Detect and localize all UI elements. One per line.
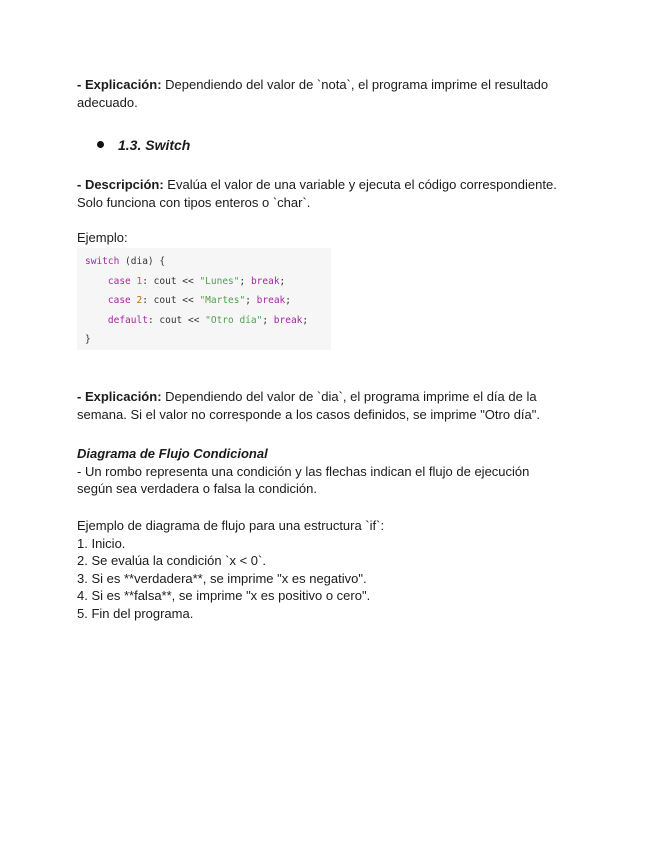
flowchart-section (77, 445, 567, 498)
code-keyword: case (107, 295, 131, 306)
flowchart-description: - Un rombo representa una condición y las flechas indican el flujo de ejecución según sea verdadera o falsa la condición. (77, 463, 530, 496)
example-label: Ejemplo: (77, 230, 128, 245)
code-block-switch (77, 248, 331, 350)
code-text: : cout << (142, 295, 200, 306)
flowchart-step: 3. Si es **verdadera**, se imprime "x es negativo". (77, 570, 367, 586)
code-keyword: default (107, 314, 148, 326)
flowchart-heading: Diagrama de Flujo Condicional (77, 446, 268, 461)
explanation-paragraph-nota (77, 76, 567, 111)
code-line-1 (85, 256, 165, 267)
code-text: (dia) { (119, 256, 166, 267)
flowchart-example (77, 517, 567, 622)
flowchart-example-intro: Ejemplo de diagrama de flujo para una estructura `if`: (77, 518, 385, 533)
description-label: - Descripción: (77, 177, 164, 192)
code-text: ; (239, 275, 251, 287)
bullet-dot-icon (97, 141, 104, 148)
code-string: "Lunes" (199, 275, 240, 287)
code-string: "Otro día" (205, 314, 263, 326)
code-keyword: switch (85, 256, 120, 267)
code-line-2 (85, 276, 285, 287)
explanation-label: - Explicación: (77, 77, 162, 92)
code-text: ; (262, 314, 274, 326)
code-number: 2 (130, 295, 143, 306)
code-keyword: break (250, 275, 280, 287)
code-text: ; (279, 275, 286, 287)
code-line-5: } (85, 334, 91, 345)
explanation-label: - Explicación: (77, 389, 162, 404)
code-text: ; (285, 295, 291, 306)
code-string: "Martes" (199, 295, 246, 306)
explanation-text: Dependiendo del valor de `nota`, el programa imprime el resultado adecuado. (77, 77, 549, 110)
code-keyword: break (256, 295, 286, 306)
code-line-4 (85, 315, 308, 326)
description-text: Evalúa el valor de una variable y ejecuta el código correspondiente. Solo funciona con tipos enteros o `char`. (77, 177, 557, 210)
code-line-3 (85, 295, 291, 306)
code-text: : cout << (142, 275, 200, 287)
section-heading-switch (97, 136, 190, 154)
explanation-paragraph-dia (77, 388, 567, 423)
code-text: : cout << (147, 314, 206, 326)
description-paragraph (77, 176, 567, 211)
code-text: ; (302, 314, 309, 326)
explanation-text: Dependiendo del valor de `dia`, el programa imprime el día de la semana. Si el valor no corresponde a los casos definidos, se imprime "Otro día". (77, 389, 541, 422)
code-keyword: break (273, 314, 303, 326)
flowchart-step: 1. Inicio. (77, 535, 126, 551)
section-title: 1.3. Switch (118, 137, 191, 153)
code-keyword: case (107, 275, 131, 287)
flowchart-step: 5. Fin del programa. (77, 605, 194, 621)
code-number: 1 (130, 275, 143, 287)
flowchart-step: 2. Se evalúa la condición `x < 0`. (77, 553, 266, 568)
flowchart-step: 4. Si es **falsa**, se imprime "x es positivo o cero". (77, 588, 371, 603)
code-text: ; (245, 295, 257, 306)
